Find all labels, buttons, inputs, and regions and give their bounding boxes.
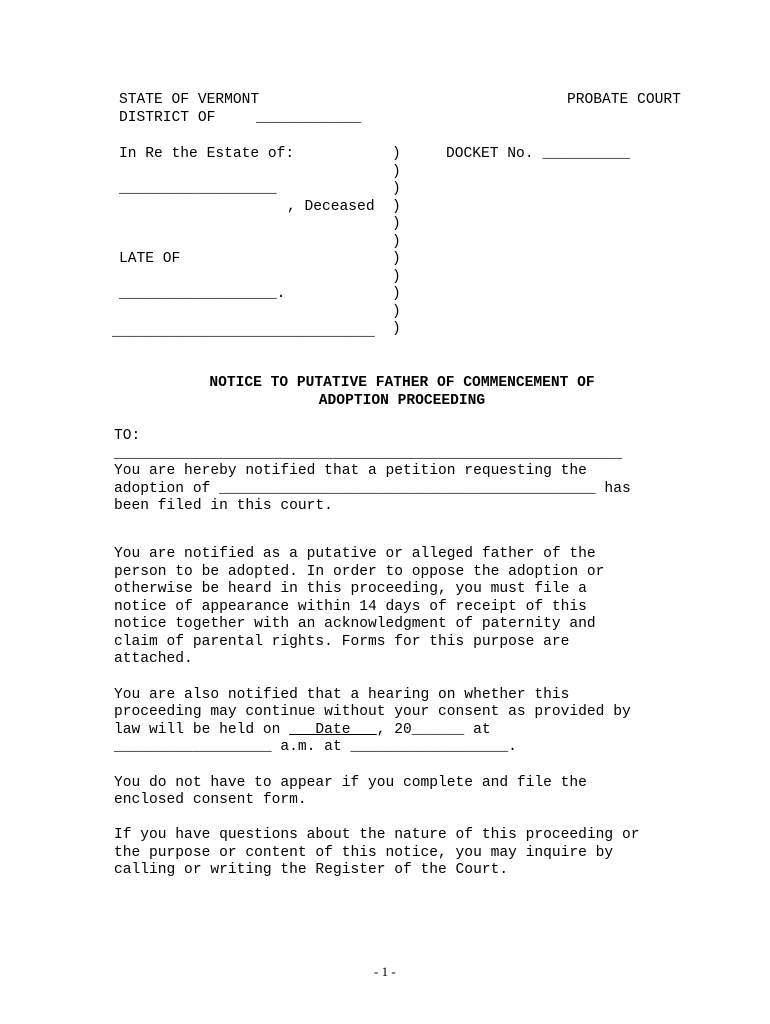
to-recipient-blank[interactable]: __________________________________________________________: [114, 446, 622, 462]
paragraph-line: You do not have to appear if you complete and file the: [114, 775, 587, 791]
caption-paren: ): [392, 216, 401, 232]
caption-paren: ): [392, 199, 401, 215]
paragraph-line: notice together with an acknowledgment of paternity and: [114, 616, 596, 632]
paragraph-line-hearing-date: [114, 722, 491, 740]
paragraph-line: person to be adopted. In order to oppose the adoption or: [114, 564, 605, 580]
caption-paren: ): [392, 286, 401, 302]
district-label: DISTRICT OF: [119, 110, 216, 126]
to-label: TO:: [114, 428, 141, 444]
document-title-line-1: NOTICE TO PUTATIVE FATHER OF COMMENCEMENT OF: [209, 375, 595, 391]
paragraph-line: been filed in this court.: [114, 498, 333, 514]
in-re-label: In Re the Estate of:: [119, 146, 295, 162]
paragraph-line: You are notified as a putative or alleged father of the: [114, 546, 596, 562]
hearing-prefix: law will be held on: [114, 722, 290, 738]
docket-number[interactable]: DOCKET No. __________: [446, 146, 630, 162]
paragraph-line: You are hereby notified that a petition requesting the: [114, 463, 587, 479]
caption-paren: ): [392, 304, 401, 320]
caption-paren: ): [392, 321, 401, 337]
paragraph-line: adoption of ___________________________________________ has: [114, 481, 631, 497]
paragraph-line: calling or writing the Register of the Court.: [114, 862, 509, 878]
document-title-line-2: ADOPTION PROCEEDING: [318, 393, 486, 409]
late-of-blank[interactable]: __________________.: [119, 286, 286, 302]
caption-paren: ): [392, 269, 401, 285]
state-heading: STATE OF VERMONT: [119, 92, 260, 108]
paragraph-line: notice of appearance within 14 days of receipt of this: [114, 599, 587, 615]
hearing-date-field[interactable]: Date: [289, 722, 377, 738]
caption-paren: ): [392, 164, 401, 180]
paragraph-line: proceeding may continue without your consent as provided by: [114, 704, 631, 720]
caption-paren: ): [392, 181, 401, 197]
late-of-label: LATE OF: [119, 251, 181, 267]
estate-name-blank[interactable]: __________________: [119, 181, 277, 197]
paragraph-line: attached.: [114, 651, 193, 667]
caption-paren: ): [392, 251, 401, 267]
court-heading: PROBATE COURT: [567, 92, 681, 108]
paragraph-line: You are also notified that a hearing on whether this: [114, 687, 570, 703]
caption-paren: ): [392, 146, 401, 162]
paragraph-line: otherwise be heard in this proceeding, you must file a: [114, 581, 587, 597]
caption-paren: ): [392, 234, 401, 250]
paragraph-line: the purpose or content of this notice, you may inquire by: [114, 845, 614, 861]
district-blank[interactable]: ____________: [256, 110, 362, 126]
caption-bottom-blank: ______________________________: [112, 324, 375, 340]
paragraph-line: If you have questions about the nature of this proceeding or: [114, 827, 640, 843]
hearing-year-field[interactable]: , 20______ at: [376, 722, 491, 738]
deceased-label: , Deceased: [287, 199, 375, 215]
page-number: - 1 -: [374, 964, 396, 979]
paragraph-line: claim of parental rights. Forms for this purpose are: [114, 634, 570, 650]
paragraph-line: enclosed consent form.: [114, 792, 307, 808]
hearing-time-place-blanks[interactable]: __________________ a.m. at __________________.: [114, 739, 517, 755]
